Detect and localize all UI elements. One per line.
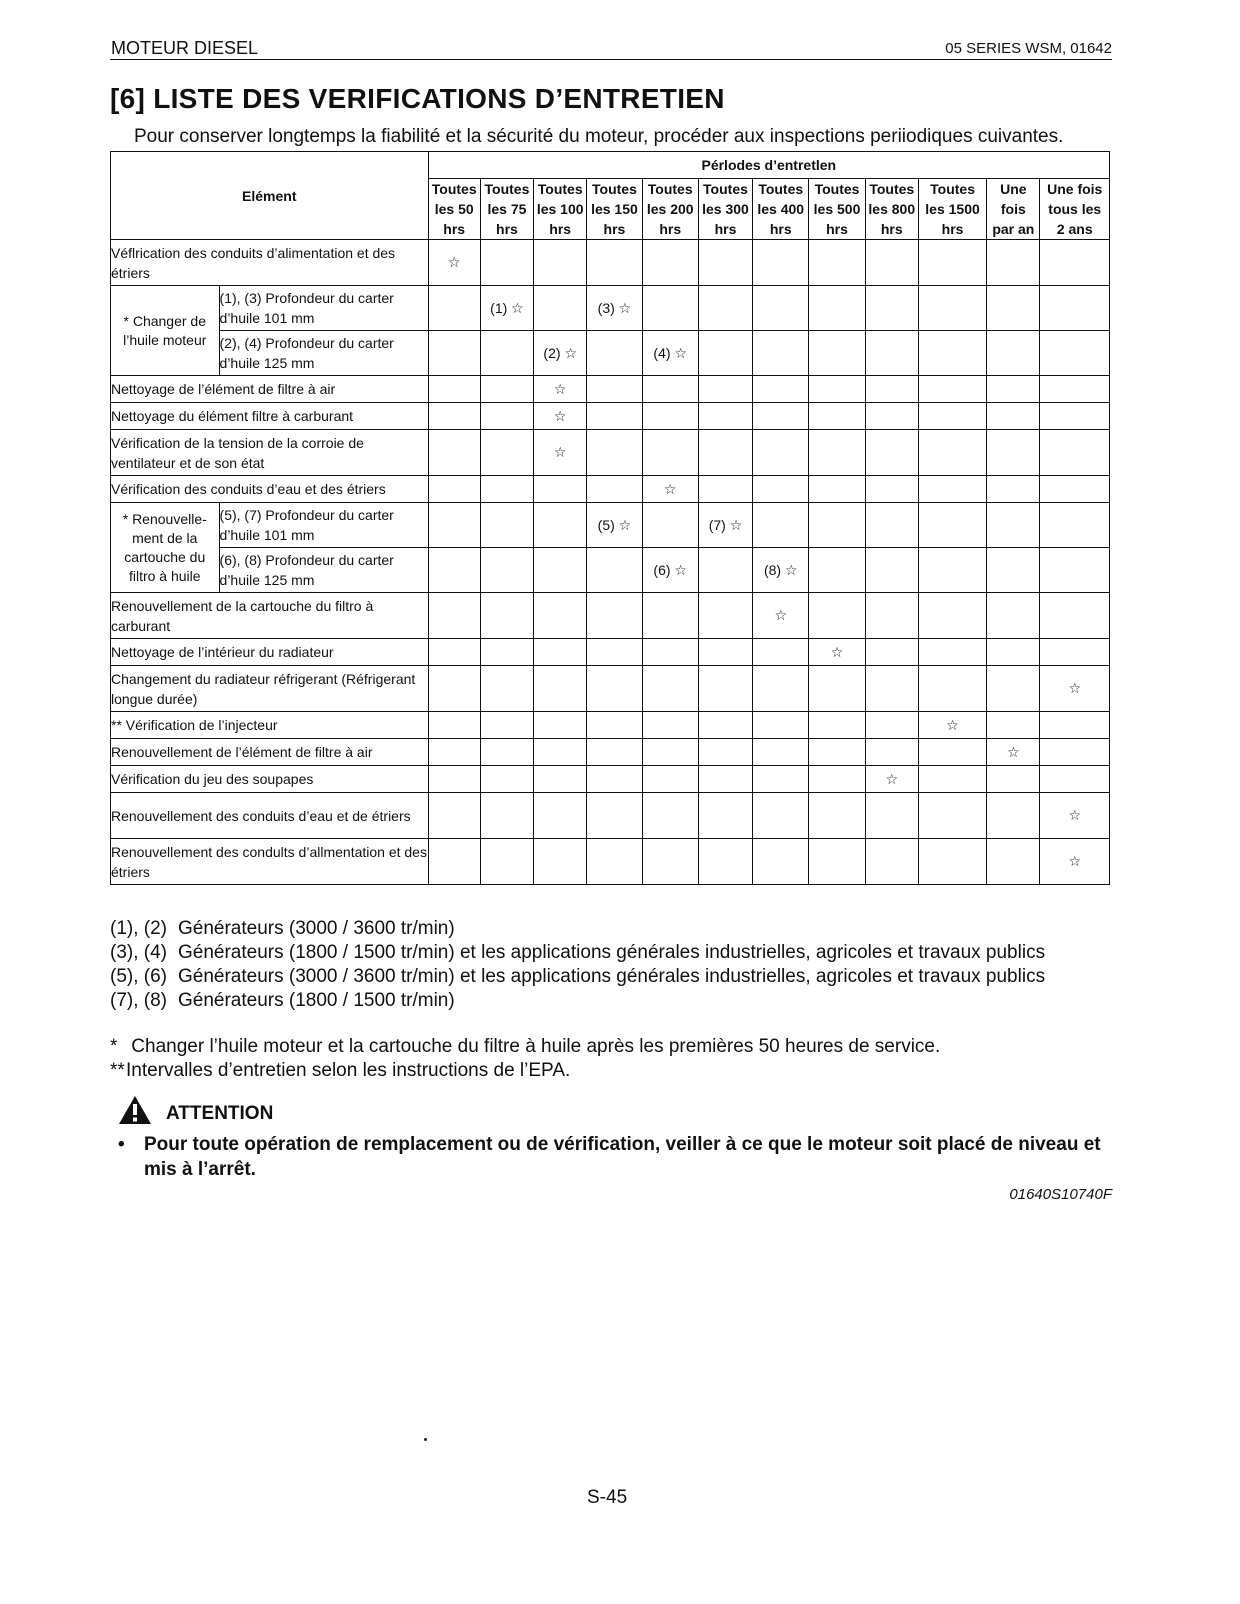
star-mark: (5) ☆ <box>587 503 642 548</box>
note-row: (5), (6) Générateurs (3000 / 3600 tr/min) et les applications générales industrielles, agricoles et travaux publics <box>110 966 1046 987</box>
period-500h: Toutes les 500 hrs <box>809 179 865 240</box>
intro-text: Pour conserver longtemps la fiabilité et la sécurité du moteur, procéder aux inspections periiodiques cuivantes. <box>134 126 1064 147</box>
table-row <box>111 793 1110 839</box>
star-mark: ☆ <box>1040 839 1110 885</box>
note-row: (7), (8) Générateurs (1800 / 1500 tr/min) <box>110 990 455 1011</box>
table-row <box>111 739 1110 766</box>
row-label: Nettoyage du élément filtre à carburant <box>111 403 429 430</box>
star-mark: ☆ <box>809 639 865 666</box>
warning-icon <box>118 1095 152 1125</box>
row-label: Véflrication des conduits d’alimentation et des étriers <box>111 240 429 286</box>
note-row: (1), (2) Générateurs (3000 / 3600 tr/min) <box>110 918 455 939</box>
periods-header: Pérlodes d’entretlen <box>428 152 1109 179</box>
doc-code: 01640S10740F <box>1009 1186 1112 1203</box>
row-label: Changement du radiateur réfrigerant (Réfrigerant longue durée) <box>111 666 429 712</box>
star-mark: ☆ <box>1040 793 1110 839</box>
period-50h: Toutes les 50 hrs <box>428 179 480 240</box>
table-row <box>111 331 1110 376</box>
table-row <box>111 593 1110 639</box>
table-row <box>111 712 1110 739</box>
period-150h: Toutes les 150 hrs <box>587 179 642 240</box>
table-row <box>111 503 1110 548</box>
table-row <box>111 839 1110 885</box>
page-speck <box>424 1438 427 1441</box>
row-label: Vérification des conduits d’eau et des étriers <box>111 476 429 503</box>
table-row <box>111 430 1110 476</box>
group-label-oil-change: * Changer de l’huile moteur <box>111 286 220 376</box>
table-row <box>111 639 1110 666</box>
row-label: (6), (8) Profondeur du carter d’huile 125 mm <box>219 548 428 593</box>
attention-heading <box>118 1095 273 1125</box>
footnotes <box>110 1035 940 1083</box>
row-label: Renouvellement de l’élément de filtre à air <box>111 739 429 766</box>
star-mark: (7) ☆ <box>698 503 752 548</box>
row-label: ** Vérification de l’injecteur <box>111 712 429 739</box>
row-label: Vérification du jeu des soupapes <box>111 766 429 793</box>
star-mark: ☆ <box>534 376 587 403</box>
attention-label: ATTENTION <box>166 1103 274 1124</box>
star-mark: (3) ☆ <box>587 286 642 331</box>
row-label: Vérification de la tension de la corroie de ventilateur et de son état <box>111 430 429 476</box>
row-label: Nettoyage de l’intérieur du radiateur <box>111 639 429 666</box>
row-label: (1), (3) Profondeur du carter d’huile 101 mm <box>219 286 428 331</box>
star-mark: ☆ <box>428 240 480 286</box>
note-row: (3), (4) Générateurs (1800 / 1500 tr/min) et les applications générales industrielles, agricoles et travaux publics <box>110 942 1046 963</box>
star-mark: ☆ <box>753 593 809 639</box>
row-label: Nettoyage de l’élément de filtre à air <box>111 376 429 403</box>
row-label: (2), (4) Profondeur du carter d’huile 125 mm <box>219 331 428 376</box>
footnote: * Changer l’huile moteur et la cartouche du filtre à huile après les premières 50 heures de service. <box>110 1036 941 1057</box>
star-mark: ☆ <box>987 739 1040 766</box>
star-mark: (1) ☆ <box>480 286 533 331</box>
table-row <box>111 476 1110 503</box>
row-label: Renouvellement de la cartouche du filtro à carburant <box>111 593 429 639</box>
page-title: [6] LISTE DES VERIFICATIONS D’ENTRETIEN <box>110 83 725 114</box>
star-mark: (4) ☆ <box>642 331 698 376</box>
attention-text: • Pour toute opération de remplacement ou de vérification, veiller à ce que le moteur soit placé de niveau et mis à l’arrêt. <box>118 1134 1101 1180</box>
table-row <box>111 766 1110 793</box>
application-notes <box>110 917 1045 1013</box>
period-400h: Toutes les 400 hrs <box>753 179 809 240</box>
maintenance-table <box>110 151 1110 885</box>
star-mark: ☆ <box>642 476 698 503</box>
period-800h: Toutes les 800 hrs <box>865 179 918 240</box>
star-mark: ☆ <box>918 712 986 739</box>
header-rule <box>110 59 1112 60</box>
row-label: (5), (7) Profondeur du carter d’huile 101 mm <box>219 503 428 548</box>
header-section: MOTEUR DIESEL <box>111 38 259 58</box>
table-row <box>111 376 1110 403</box>
table-row <box>111 666 1110 712</box>
period-2years: Une fois tous les 2 ans <box>1040 179 1110 240</box>
bullet: • <box>118 1134 125 1155</box>
row-label: Renouvellement des conduits d’eau et de étriers <box>111 793 429 839</box>
table-row <box>111 286 1110 331</box>
table-row <box>111 548 1110 593</box>
star-mark: ☆ <box>1040 666 1110 712</box>
period-yearly: Une fois par an <box>987 179 1040 240</box>
star-mark: ☆ <box>865 766 918 793</box>
group-label-oil-filter: * Renouvelle-ment de la cartouche du filtro à huile <box>111 503 220 593</box>
table-row <box>111 240 1110 286</box>
footnote: **Intervalles d’entretien selon les instructions de l’EPA. <box>110 1060 571 1081</box>
table-row <box>111 403 1110 430</box>
period-1500h: Toutes les 1500 hrs <box>918 179 986 240</box>
star-mark: (2) ☆ <box>534 331 587 376</box>
star-mark: ☆ <box>534 403 587 430</box>
star-mark: (6) ☆ <box>642 548 698 593</box>
period-100h: Toutes les 100 hrs <box>534 179 587 240</box>
period-300h: Toutes les 300 hrs <box>698 179 752 240</box>
star-mark: (8) ☆ <box>753 548 809 593</box>
header-doc-ref: 05 SERIES WSM, 01642 <box>945 40 1112 57</box>
star-mark: ☆ <box>534 430 587 476</box>
period-75h: Toutes les 75 hrs <box>480 179 533 240</box>
period-200h: Toutes les 200 hrs <box>642 179 698 240</box>
row-label: Renouvellement des condults d’allmentation et des étriers <box>111 839 429 885</box>
page-number: S-45 <box>587 1487 628 1508</box>
element-header: Elément <box>111 152 429 240</box>
